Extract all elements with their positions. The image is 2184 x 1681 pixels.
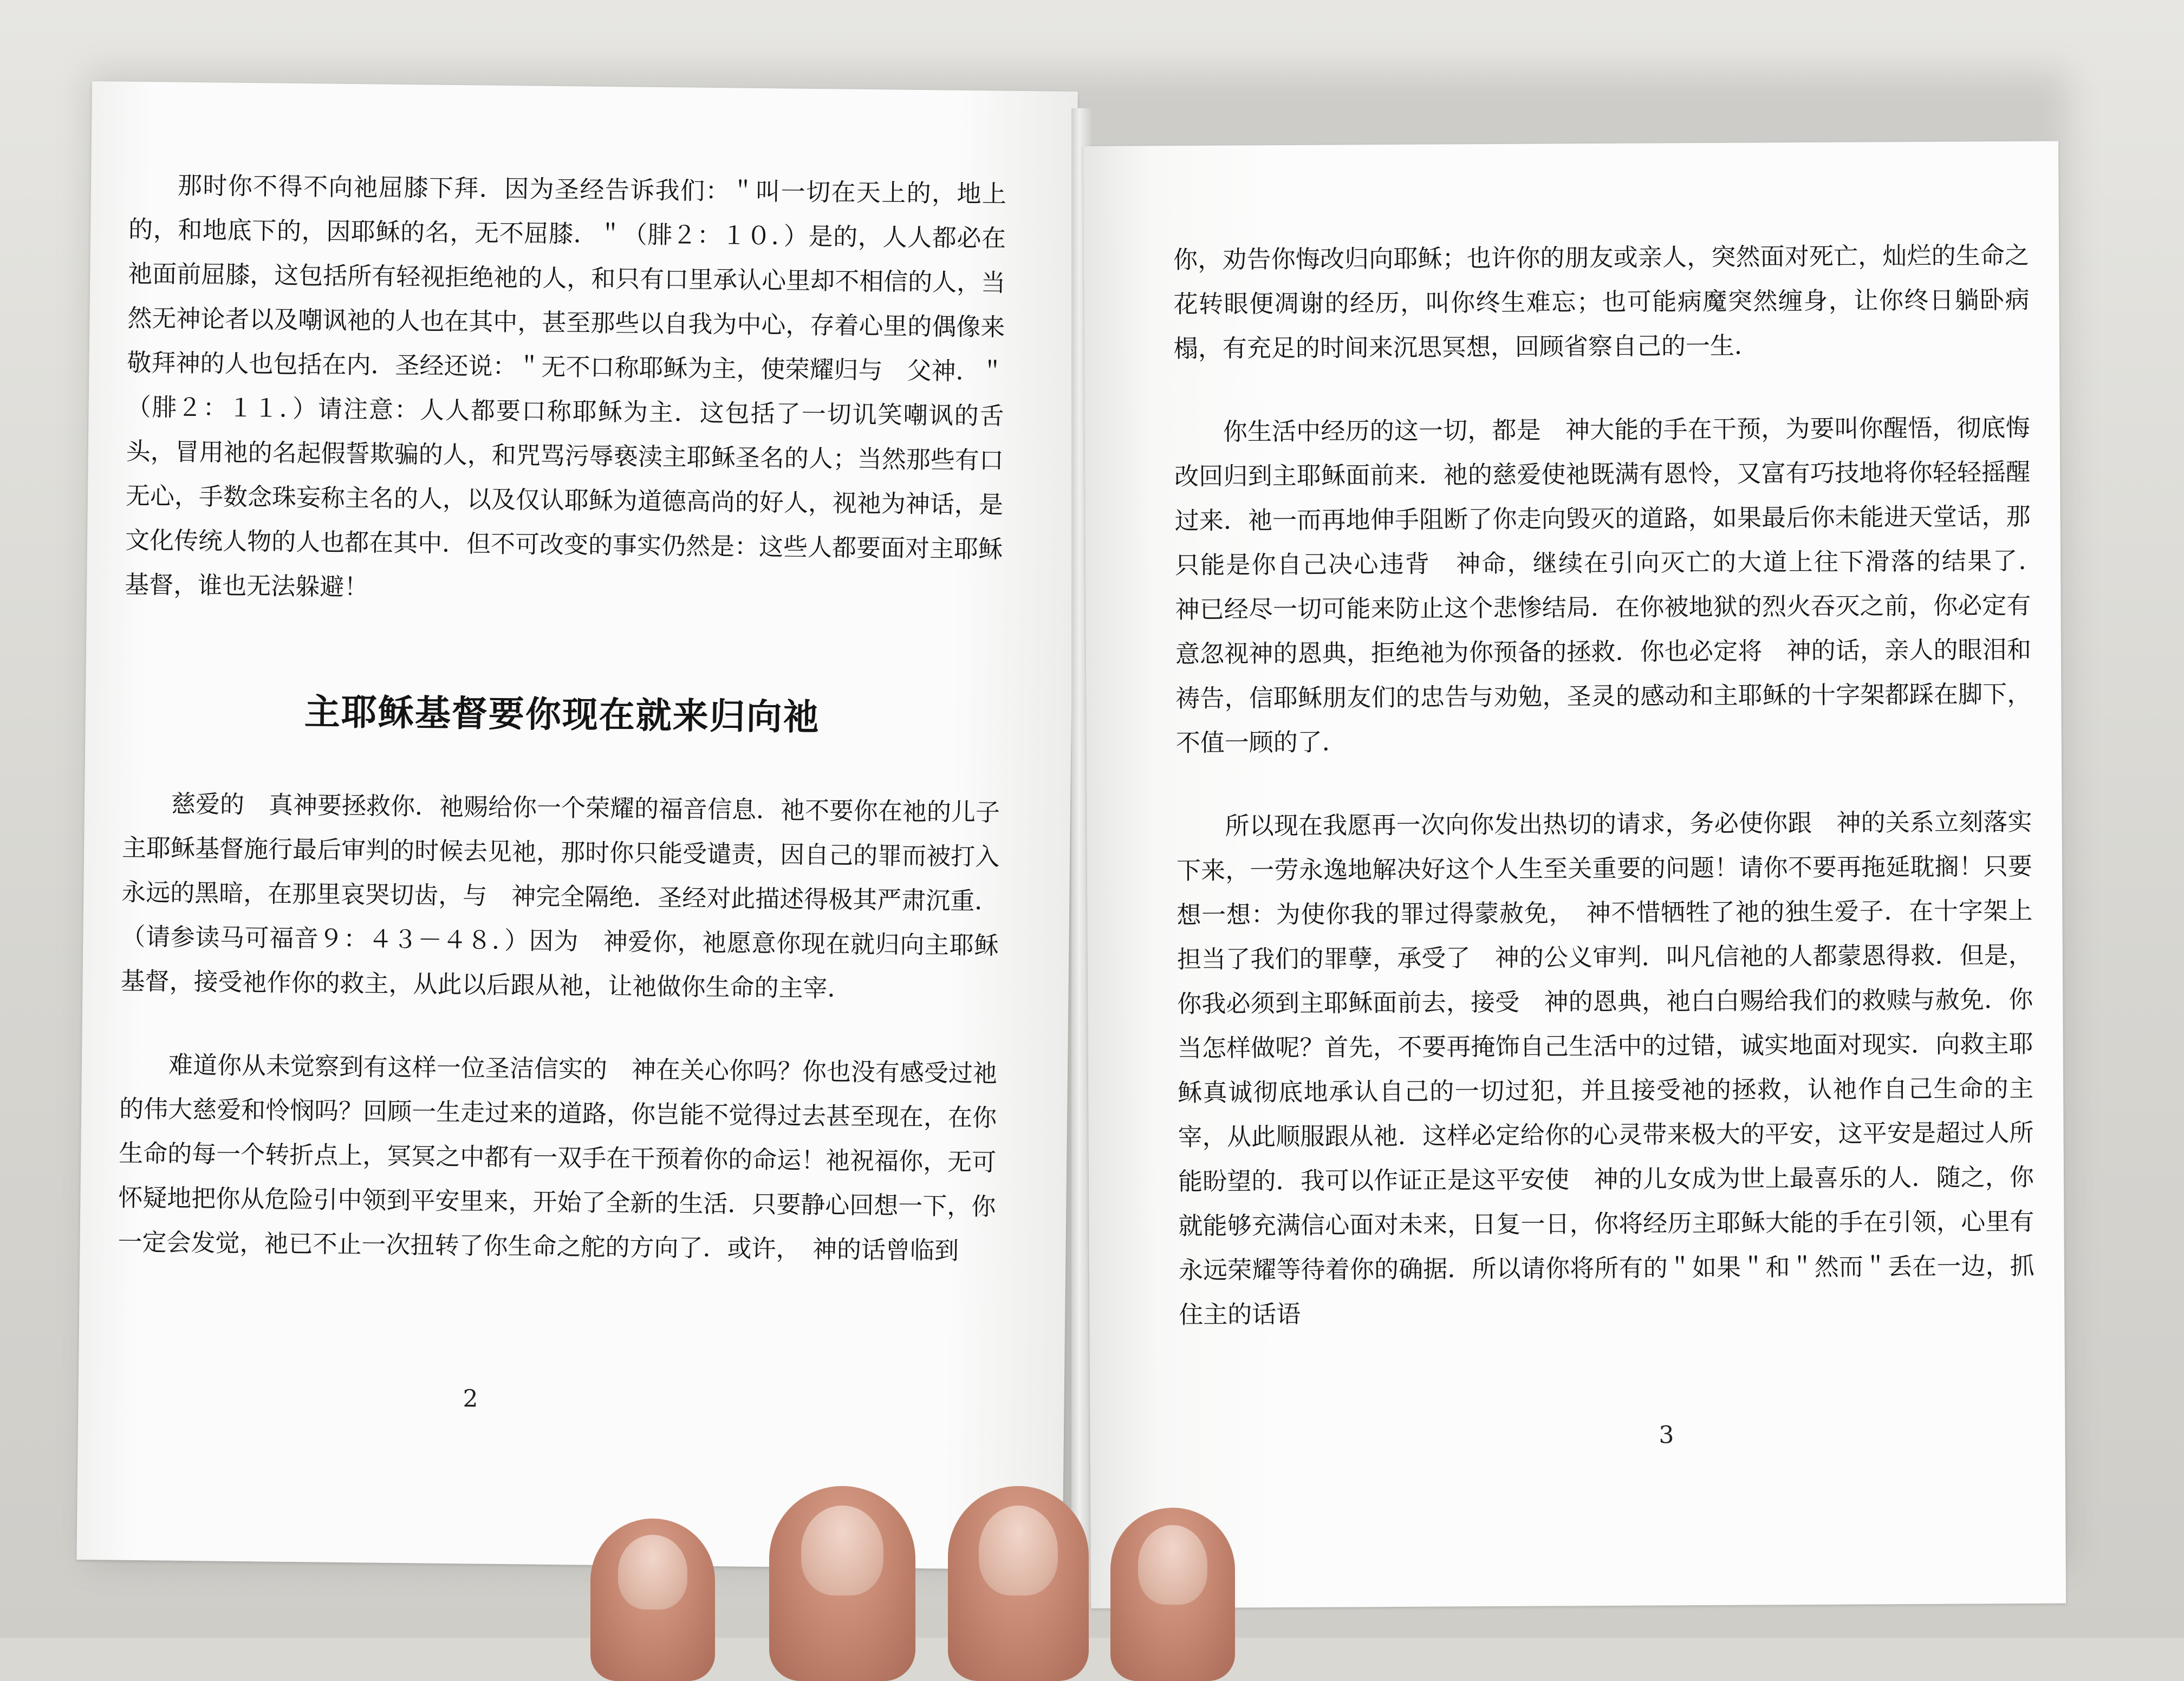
fingernail-4 [1138, 1525, 1208, 1605]
holding-fingers [569, 1473, 1435, 1638]
right-paragraph-3: 所以现在我愿再一次向你发出热切的请求，务必使你跟 神的关系立刻落实下来，一劳永逸地解决好这个人生至关重要的问题！请你不要再拖延耽搁！只要想一想：为使你我的罪过得蒙赦免， 神不惜牺牲了祂的独生爱子．在十字架上担当了我们的罪孽，承受了 神的公义审判．叫凡信祂的人都蒙恩得救．但是，你我必须到主耶稣面前去，接受 神的恩典，祂白白赐给我们的救赎与赦免．你当怎样做呢？首先，不要再掩饰自己生活中的过错，诚实地面对现实．向救主耶稣真诚彻底地承认自己的一切过犯，并且接受祂的拯救，认祂作自己生命的主宰，从此顺服跟从祂．这样必定给你的心灵带来极大的平安，这平安是超过人所能盼望的．我可以作证正是这平安使 神的儿女成为世上最喜乐的人．随之，你就能够充满信心面对未来，日复一日，你将经历主耶稣大能的手在引领，心里有永远荣耀等待着你的确据．所以请你将所有的＂如果＂和＂然而＂丢在一边，抓住主的话语 [1176, 807, 2034, 1330]
finger-4 [1110, 1508, 1235, 1681]
finger-2 [769, 1486, 915, 1681]
fingernail-1 [618, 1535, 688, 1610]
left-paragraph-1: 那时你不得不向祂屈膝下拜．因为圣经告诉我们：＂叫一切在天上的，地上的，和地底下的，因耶稣的名，无不屈膝．＂（腓２：１０．）是的，人人都必在祂面前屈膝，这包括所有轻视拒绝祂的人，和只有口里承认心里却不相信的人，当然无神论者以及嘲讽祂的人也在其中，甚至那些以自我为中心，存着心里的偶像来敬拜神的人也包括在内．圣经还说：＂无不口称耶稣为主，使荣耀归与 父神．＂（腓２：１１．）请注意：人人都要口称耶稣为主．这包括了一切讥笑嘲讽的舌头，冒用祂的名起假誓欺骗的人，和咒骂污辱亵渎主耶稣圣名的人；当然那些有口无心，手数念珠妄称主名的人，以及仅认耶稣为道德高尚的好人，视祂为神话，是文化传统人物的人也都在其中．但不可改变的事实仍然是：这些人都要面对主耶稣基督，谁也无法躲避！ [124, 171, 1007, 602]
right-paragraph-1: 你，劝告你悔改归向耶稣；也许你的朋友或亲人，突然面对死亡，灿烂的生命之花转眼便凋谢的经历，叫你终生难忘；也可能病魔突然缠身，让你终日躺卧病榻，有充足的时间来沉思冥想，回顾省察自己的一生． [1173, 240, 2030, 363]
left-page-text [117, 163, 1006, 1313]
page-number-left: 2 [463, 1385, 478, 1413]
section-heading: 主耶稣基督要你现在就来归向祂 [304, 691, 821, 739]
fingernail-3 [979, 1506, 1058, 1595]
left-paragraph-2: 慈爱的 真神要拯救你．祂赐给你一个荣耀的福音信息．祂不要你在祂的儿子主耶稣基督施行最后审判的时候去见祂，那时你只能受谴责，因自己的罪而被打入永远的黑暗，在那里哀哭切齿，与 神完全隔绝．圣经对此描述得极其严肃沉重．（请参读马可福音９：４３－４８．）因为 神爱你，祂愿意你现在就归向主耶稣基督，接受祂作你的救主，从此以后跟从祂，让祂做你生命的主宰． [120, 789, 1000, 1003]
right-page [1083, 141, 2066, 1608]
finger-1 [590, 1519, 715, 1681]
right-page-text [1173, 233, 2056, 1376]
finger-3 [948, 1486, 1089, 1681]
fingernail-2 [801, 1506, 883, 1595]
right-paragraph-2: 你生活中经历的这一切，都是 神大能的手在干预，为要叫你醒悟，彻底悔改回归到主耶稣面前来．祂的慈爱使祂既满有恩怜，又富有巧技地将你轻轻摇醒过来．祂一而再地伸手阻断了你走向毁灭的道路，如果最后你未能进天堂话，那只能是你自己决心违背 神命，继续在引向灭亡的大道上往下滑落的结果了． 神已经尽一切可能来防止这个悲惨结局．在你被地狱的烈火吞灭之前，你必定有意忽视神的恩典，拒绝祂为你预备的拯救．你也必定将 神的话，亲人的眼泪和祷告，信耶稣朋友们的忠告与劝勉，圣灵的感动和主耶稣的十字架都踩在脚下，不值一顾的了． [1174, 413, 2056, 758]
left-paragraph-3: 难道你从未觉察到有这样一位圣洁信实的 神在关心你吗？你也没有感受过祂的伟大慈爱和怜悯吗？回顾一生走过来的道路，你岂能不觉得过去甚至现在，在你生命的每一个转折点上，冥冥之中都有一双手在干预着你的命运！祂祝福你，无可怀疑地把你从危险引中领到平安里来，开始了全新的生活．只要静心回想一下，你一定会发觉，祂已不止一次扭转了你生命之舵的方向了．或许， 神的话曾临到 [118, 1050, 998, 1265]
page-number-right: 3 [1659, 1421, 1674, 1449]
left-page [76, 81, 1077, 1570]
